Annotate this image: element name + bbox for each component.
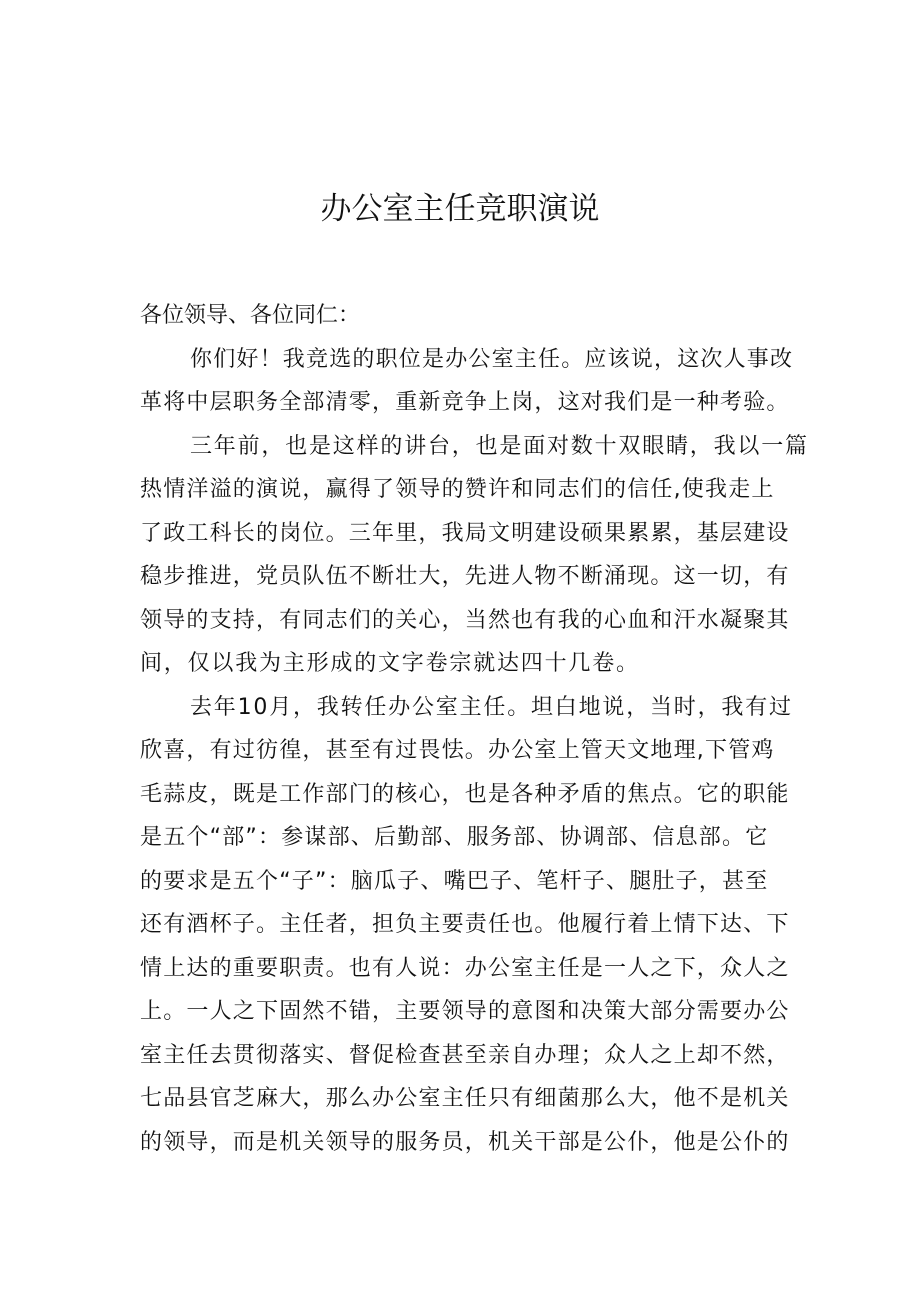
paragraph-line: 了政工科长的岗位。三年里，我局文明建设硕果累累，基层建设 xyxy=(140,520,790,546)
salutation-line: 各位领导、各位同仁： xyxy=(140,303,361,328)
paragraph-line: 七品县官芝麻大，那么办公室主任只有细菌那么大，他不是机关 xyxy=(140,1086,790,1111)
paragraph-line: 室主任去贯彻落实、督促检查甚至亲自办理；众人之上却不然， xyxy=(140,1042,790,1068)
paragraph-line: 欣喜，有过彷徨，甚至有过畏怯。办公室上管天文地理,下管鸡 xyxy=(140,738,775,763)
paragraph-line: 的要求是五个“子”：脑瓜子、嘴巴子、笔杆子、腿肚子，甚至 xyxy=(140,868,769,894)
paragraph-line: 热情洋溢的演说，赢得了领导的赞许和同志们的信任,使我走上 xyxy=(140,477,775,502)
speech-body xyxy=(140,294,809,1164)
paragraph-line: 你们好！我竞选的职位是办公室主任。应该说，这次人事改 xyxy=(190,346,794,372)
paragraph-line: 革将中层职务全部清零，重新竞争上岗，这对我们是一种考验。 xyxy=(140,390,790,415)
paragraph-line: 的领导，而是机关领导的服务员，机关干部是公仆，他是公仆的 xyxy=(140,1129,790,1155)
paragraph-line: 间，仅以我为主形成的文字卷宗就达四十几卷。 xyxy=(140,651,640,676)
paragraph-line: 毛蒜皮，既是工作部门的核心，也是各种矛盾的焦点。它的职能 xyxy=(140,781,790,807)
paragraph-line: 情上达的重要职责。也有人说：办公室主任是一人之下，众人之 xyxy=(140,955,790,981)
paragraph-line: 还有酒杯子。主任者，担负主要责任也。他履行着上情下达、下 xyxy=(140,912,790,937)
paragraph-line: 上。一人之下固然不错，主要领导的意图和决策大部分需要办公 xyxy=(140,999,790,1024)
paragraph-line: 去年10月，我转任办公室主任。坦白地说，当时，我有过 xyxy=(190,694,793,720)
paragraph-line: 是五个“部”：参谋部、后勤部、服务部、协调部、信息部。它 xyxy=(140,825,769,850)
paragraph-line: 领导的支持，有同志们的关心，当然也有我的心血和汗水凝聚其 xyxy=(140,607,790,633)
paragraph-line: 稳步推进，党员队伍不断壮大，先进人物不断涌现。这一切，有 xyxy=(140,564,790,589)
document-title: 办公室主任竞职演说 xyxy=(320,191,600,227)
paragraph-line: 三年前，也是这样的讲台，也是面对数十双眼睛，我以一篇 xyxy=(190,433,809,459)
